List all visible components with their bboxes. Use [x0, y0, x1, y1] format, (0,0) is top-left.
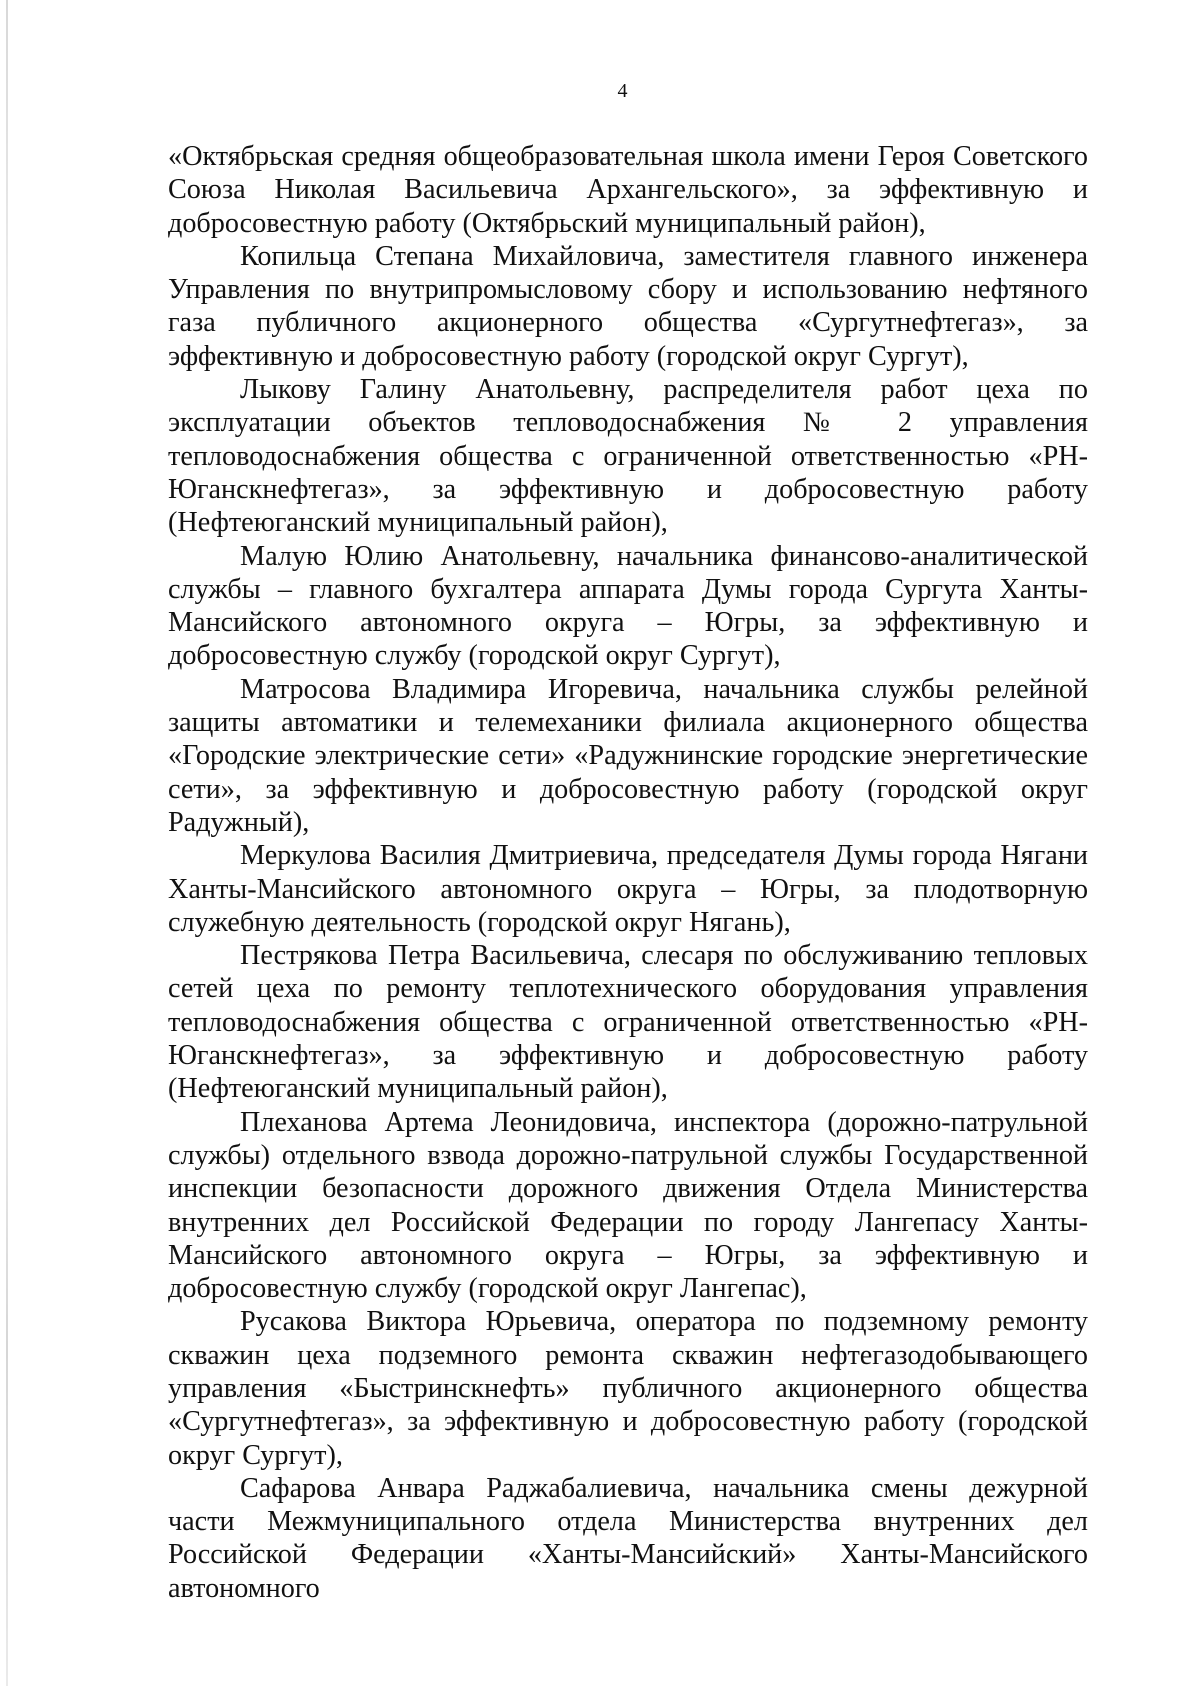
page-number: 4: [617, 80, 628, 102]
paragraph-award-pestryakov: Пестрякова Петра Васильевича, слесаря по обслуживанию тепловых сетей цеха по ремонту теплотехнического оборудования управления тепловодоснабжения общества с ограниченной ответственностью «РН-Юганскнефтегаз», за эффективную и добросовестную работу (Нефтеюганский муниципальный район),: [168, 940, 1088, 1105]
paragraph-award-matrosov: Матросова Владимира Игоревича, начальника службы релейной защиты автоматики и телемеханики филиала акционерного общества «Городские электрические сети» «Радужнинские городские энергетические сети», за эффективную и добросовестную работу (городской округ Радужный),: [168, 673, 1088, 838]
paragraph-award-lykova: Лыкову Галину Анатольевну, распределителя работ цеха по эксплуатации объектов тепловодоснабжения № 2 управления тепловодоснабжения общества с ограниченной ответственностью «РН-Юганскнефтегаз», за эффективную и добросовестную работу (Нефтеюганский муниципальный район),: [168, 374, 1088, 539]
paragraph-award-merkulov: Меркулова Василия Дмитриевича, председателя Думы города Нягани Ханты-Мансийского автономного округа – Югры, за плодотворную служебную деятельность (городской округ Нягань),: [168, 840, 1088, 938]
paragraph-award-kopilets: Копильца Степана Михайловича, заместителя главного инженера Управления по внутрипромысловому сбору и использованию нефтяного газа публичного акционерного общества «Сургутнефтегаз», за эффективную и добросовестную работу (городской округ Сургут),: [168, 240, 1088, 372]
paragraph-award-rusakov: Русакова Виктора Юрьевича, оператора по подземному ремонту скважин цеха подземного ремонта скважин нефтегазодобывающего управления «Быстринскнефть» публичного акционерного общества «Сургутнефтегаз», за эффективную и добросовестную работу (городской округ Сургут),: [168, 1306, 1088, 1471]
document-body: [168, 140, 1088, 1605]
scan-edge: [6, 0, 8, 1686]
paragraph-continuation: «Октябрьская средняя общеобразовательная школа имени Героя Советского Союза Николая Васильевича Архангельского», за эффективную и добросовестную работу (Октябрьский муниципальный район),: [168, 141, 1088, 239]
paragraph-award-safarov: Сафарова Анвара Раджабалиевича, начальника смены дежурной части Межмуниципального отдела Министерства внутренних дел Российской Федерации «Ханты-Мансийский» Ханты-Мансийского автономного: [168, 1472, 1088, 1604]
paragraph-award-malaya: Малую Юлию Анатольевну, начальника финансово-аналитической службы – главного бухгалтера аппарата Думы города Сургута Ханты-Мансийского автономного округа – Югры, за эффективную и добросовестную службу (городской округ Сургут),: [168, 540, 1088, 672]
paragraph-award-plekhanov: Плеханова Артема Леонидовича, инспектора (дорожно-патрульной службы) отдельного взвода дорожно-патрульной службы Государственной инспекции безопасности дорожного движения Отдела Министерства внутренних дел Российской Федерации по городу Лангепасу Ханты-Мансийского автономного округа – Югры, за эффективную и добросовестную службу (городской округ Лангепас),: [168, 1106, 1088, 1305]
